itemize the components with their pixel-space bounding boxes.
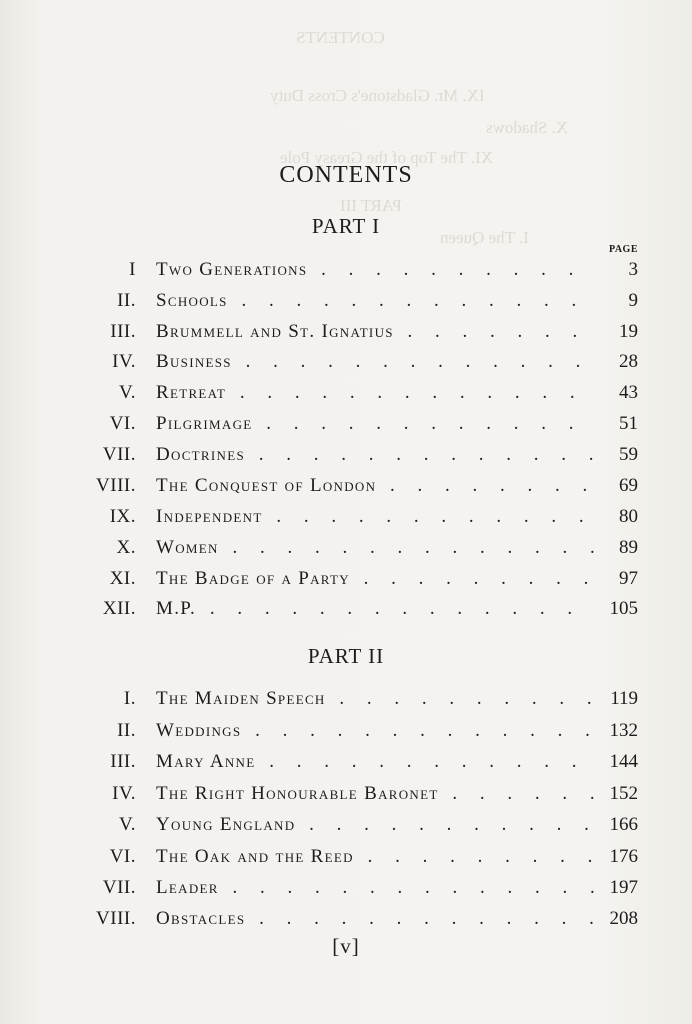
part-heading: PART I [311, 214, 381, 238]
chapter-title: The Right Honourable Baronet . . . [156, 779, 596, 809]
toc-entry[interactable] [0, 594, 692, 624]
bleed-line: X. Shadows [486, 118, 569, 137]
chapter-title: Schools . . . [156, 286, 596, 316]
chapter-title: Business . . . [156, 347, 596, 377]
chapter-title: The Conquest of London . . . [156, 471, 596, 501]
chapter-number: III. [110, 751, 136, 772]
chapter-title: Doctrines . . . [156, 440, 596, 470]
page-number: 97 [619, 568, 638, 589]
page-number: 152 [609, 783, 638, 804]
chapter-number: I. [123, 688, 136, 709]
page-number: 132 [609, 720, 638, 741]
chapter-number: IV. [112, 783, 136, 804]
page-number: 43 [619, 382, 638, 403]
chapter-title: The Oak and the Reed . . . [156, 842, 596, 872]
chapter-number: VI. [109, 846, 136, 867]
chapter-title: Women . . . [156, 533, 596, 563]
page-number: 105 [609, 598, 638, 619]
chapter-title: Young England . . . [156, 810, 596, 840]
chapter-number: I [129, 259, 136, 280]
toc-entry[interactable] [0, 747, 692, 777]
toc-entry[interactable] [0, 873, 692, 903]
toc-entry[interactable] [0, 904, 692, 934]
page-number: 208 [609, 908, 638, 929]
page-number: 9 [628, 290, 638, 311]
chapter-title: Brummell and St. Ignatius . . . [156, 317, 596, 347]
page-number: 89 [619, 537, 638, 558]
chapter-number: IV. [112, 351, 136, 372]
toc-entry[interactable] [0, 440, 692, 470]
chapter-number: III. [110, 321, 136, 342]
chapter-title: Weddings . . . [156, 716, 596, 746]
page-number: 197 [609, 877, 638, 898]
chapter-title: Leader . . . [156, 873, 596, 903]
toc-entry[interactable] [0, 684, 692, 714]
page-number: 28 [619, 351, 638, 372]
toc-entry[interactable] [0, 471, 692, 501]
toc-entry[interactable] [0, 378, 692, 408]
bleed-line: CONTENTS [296, 28, 385, 47]
part-heading: PART II [307, 644, 385, 668]
page-number: 59 [619, 444, 638, 465]
chapter-title: Pilgrimage . . . [156, 409, 596, 439]
chapter-title: Retreat . . . [156, 378, 596, 408]
chapter-number: II. [117, 720, 136, 741]
chapter-title: Obstacles . . . [156, 904, 596, 934]
bleed-line: I. The Queen [440, 228, 529, 247]
page-folio: [v] [332, 934, 360, 958]
contents-heading: CONTENTS [279, 162, 413, 188]
toc-entry[interactable] [0, 409, 692, 439]
page-column-label: PAGE [608, 244, 638, 255]
toc-entry[interactable] [0, 502, 692, 532]
chapter-number: V. [118, 382, 136, 403]
toc-entry[interactable] [0, 255, 692, 285]
chapter-title: The Badge of a Party . . . [156, 564, 596, 594]
chapter-title: Two Generations . . . [156, 255, 596, 285]
chapter-number: VI. [109, 413, 136, 434]
page-number: 3 [628, 259, 638, 280]
chapter-number: XI. [109, 568, 136, 589]
chapter-title: Mary Anne . . . [156, 747, 596, 777]
chapter-number: XII. [102, 598, 136, 619]
toc-entry[interactable] [0, 347, 692, 377]
chapter-number: X. [116, 537, 136, 558]
page-number: 166 [609, 814, 638, 835]
bleed-line: XI. The Top of the Greasy Pole [280, 148, 493, 167]
chapter-title: Independent . . . [156, 502, 596, 532]
chapter-number: II. [117, 290, 136, 311]
bleed-line: PART III [340, 196, 402, 215]
chapter-number: VII. [102, 877, 136, 898]
toc-entry[interactable] [0, 779, 692, 809]
chapter-number: VIII. [96, 475, 136, 496]
toc-entry[interactable] [0, 716, 692, 746]
page-number: 144 [609, 751, 638, 772]
chapter-number: IX. [109, 506, 136, 527]
page-number: 69 [619, 475, 638, 496]
chapter-number: V. [118, 814, 136, 835]
toc-entry[interactable] [0, 286, 692, 316]
chapter-number: VII. [102, 444, 136, 465]
page-number: 119 [610, 688, 638, 709]
chapter-title: The Maiden Speech . . . [156, 684, 596, 714]
page-number: 80 [619, 506, 638, 527]
chapter-title: M.P. . . . [156, 594, 596, 624]
toc-entry[interactable] [0, 810, 692, 840]
toc-entry[interactable] [0, 317, 692, 347]
toc-entry[interactable] [0, 533, 692, 563]
toc-entry[interactable] [0, 842, 692, 872]
toc-entry[interactable] [0, 564, 692, 594]
page-number: 19 [619, 321, 638, 342]
bleed-line: IX. Mr. Gladstone's Cross Duty [270, 86, 485, 105]
chapter-number: VIII. [96, 908, 136, 929]
page-number: 176 [609, 846, 638, 867]
page-number: 51 [619, 413, 638, 434]
